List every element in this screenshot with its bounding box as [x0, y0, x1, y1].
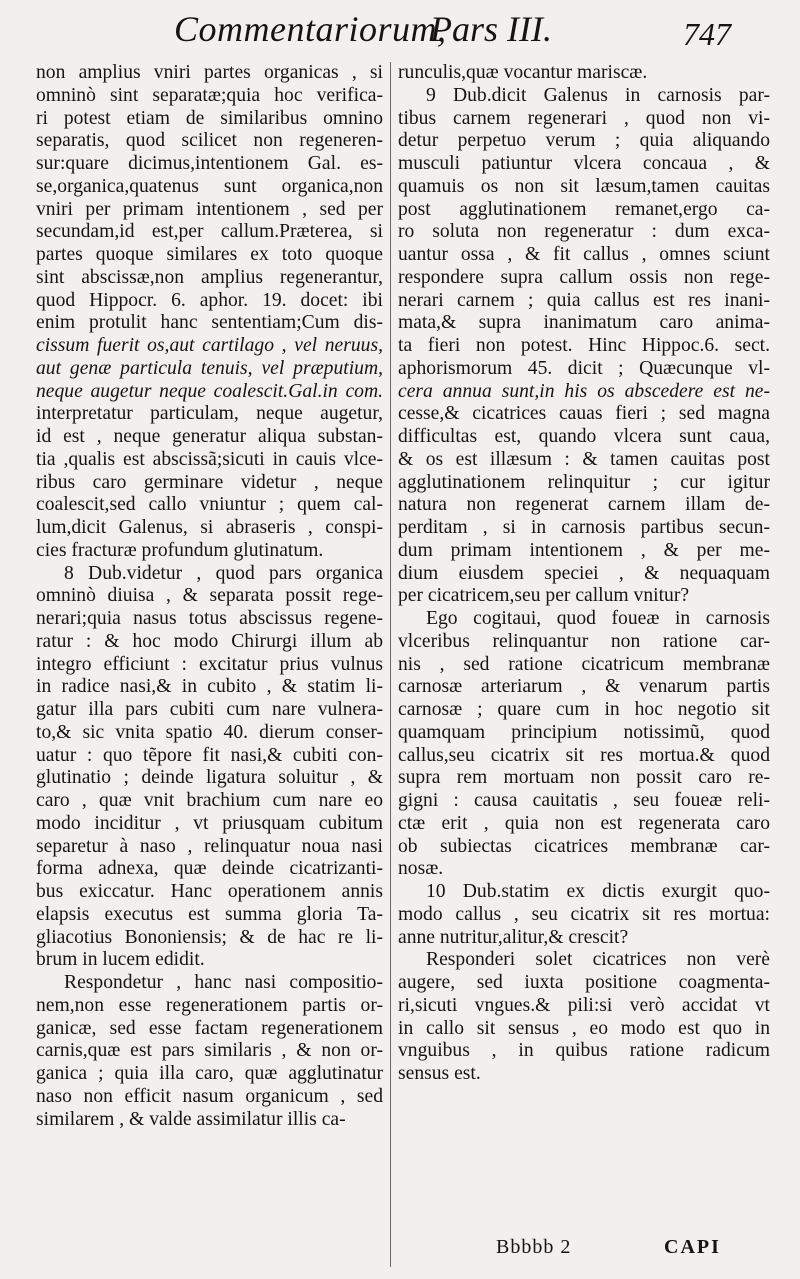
catchword: CAPI [664, 1236, 721, 1258]
text-line: uantur ossa , & fit callus , omnes sciunt [398, 244, 770, 265]
text-line: caro , quæ vnit brachium cum nare eo [36, 790, 383, 811]
text-line: Respondetur , hanc nasi compositio- [64, 972, 383, 993]
text-line: tibus carnem regenerari , quod non vi- [398, 107, 770, 129]
text-line: carnosæ ; quare cum in hoc negotio sit [398, 699, 770, 720]
text-line: musculi patiuntur vlcera concaua , & [398, 153, 770, 174]
signature-mark: Bbbbb 2 [496, 1236, 572, 1258]
text-line: perditam , si in carnosis partibus secun- [398, 517, 770, 538]
text-line: carnis,quæ est pars similaris , & non or- [36, 1040, 383, 1062]
text-line: vlceribus relinquantur non ratione car- [398, 630, 770, 652]
text-line: 8 Dub.videtur , quod pars organica [64, 562, 383, 584]
text-line: dium eiusdem speciei , & nequaquam [398, 562, 770, 584]
text-line: similarem , & valde assimilatur illis ca- [36, 1108, 346, 1130]
text-line: carnosæ arteriarum , & venarum partis [398, 676, 770, 698]
text-line: ganicæ, sed esse factam regenerationem [36, 1017, 383, 1039]
text-line: & os est illæsum : & tamen cauitas post [398, 448, 770, 470]
text-line: bus exiccatur. Hanc operationem annis [36, 881, 383, 902]
text-line: quamquam principium notissimũ, quod [398, 721, 770, 743]
text-line: per cicatricem,seu per callum vnitur? [398, 585, 690, 607]
text-line: ratur : & hoc modo Chirurgi illum ab [36, 630, 383, 652]
text-line: vnguibus , in quibus ratione radicum [398, 1040, 770, 1062]
text-line: ctæ erit , quia non est regenerata caro [398, 812, 770, 834]
text-line: partes quoque similares ex toto quoque [36, 244, 383, 265]
text-line: sensus est. [398, 1063, 481, 1084]
text-line: mata,& supra inanimatum caro anima- [398, 312, 770, 334]
text-line: lum,dicit Galenus, si abraseris , conspi- [36, 517, 383, 538]
text-line: gatur illa pars cubiti cum nare vulnera- [36, 699, 383, 720]
text-line: cesse,& cicatrices cauas fieri ; sed magna [398, 403, 770, 425]
text-line: interpretatur particulam, neque augetur, [36, 403, 383, 425]
text-line: separetur à naso , relinquatur noua nasi [36, 835, 383, 857]
text-line: separatis, quod scilicet non regeneren- [36, 130, 383, 152]
text-line: quod Hippocr. 6. aphor. 19. docet: ibi [36, 289, 383, 311]
text-line: forma adnexa, quæ deinde cicatrizanti- [36, 858, 383, 880]
text-line: supra rem mortuam non possit caro re- [398, 767, 770, 789]
page-number: 747 [683, 16, 731, 52]
text-line: runculis,quæ vocantur mariscæ. [398, 62, 648, 83]
text-line: to,& sic vnita spatio 40. dierum conser- [36, 721, 383, 743]
text-line: cissum fuerit os,aut cartilago , vel neruus, [36, 335, 383, 356]
text-line: ro soluta non regeneratur : dum exca- [398, 221, 770, 243]
text-line: ob subiectas cicatrices membranæ car- [398, 835, 770, 857]
text-line: id est , neque generatur aliqua substan- [36, 426, 383, 447]
text-line: coalescit,sed callo vniuntur ; quem cal- [36, 494, 383, 516]
text-line: agglutinationem relinquitur ; cur igitur [398, 471, 770, 493]
text-line: nem,non esse regenerationem partis or- [36, 994, 383, 1016]
text-line: quamuis os non sit læsum,tamen cauitas [398, 175, 770, 197]
text-line: gigni : causa cauitatis , seu foueæ reli- [398, 790, 770, 811]
text-line: post agglutinationem remanet,ergo ca- [398, 198, 770, 220]
text-line: in radice nasi,& in cubito , & statim li- [36, 676, 383, 698]
part-label: Pars III. [430, 9, 552, 49]
text-line: neque augetur neque coalescit.Gal.in com. [36, 380, 383, 402]
text-line: vniri per primam intentionem , sed per [36, 198, 383, 220]
text-line: naso non efficit nasum organicum , sed [36, 1085, 383, 1107]
text-line: sur:quare dicimus,intentionem Gal. es- [36, 153, 383, 174]
text-line: 9 Dub.dicit Galenus in carnosis par- [426, 84, 770, 106]
text-line: integro efficiunt : excitatur prius vulnus [36, 653, 383, 675]
text-line: Ego cogitaui, quod foueæ in carnosis [426, 608, 770, 629]
text-line: cera annua sunt,in his os abscedere est ne- [398, 380, 770, 402]
text-line: dum primam intentionem , & per me- [398, 539, 770, 561]
text-line: in callo sit sensus , eo modo est quo in [398, 1017, 770, 1039]
text-line: respondere supra callum ossis non rege- [398, 266, 770, 288]
text-line: nerari carnem ; quia callus est res inani- [398, 289, 770, 311]
text-line: detur perpetuo verum ; quia aliquando [398, 130, 770, 152]
text-line: uatur : quo tẽpore fit nasi,& cubiti con- [36, 744, 383, 766]
text-line: callus,seu cicatrix sit res mortua.& quod [398, 744, 770, 766]
text-line: Responderi solet cicatrices non verè [426, 949, 770, 971]
text-line: sint abscissæ,non amplius regenerantur, [36, 266, 383, 288]
left-text-column [36, 62, 383, 1131]
column-divider [390, 62, 391, 1267]
text-line: 10 Dub.statim ex dictis exurgit quo- [426, 881, 770, 902]
text-line: glutinatio ; deinde ligatura soluitur , & [36, 767, 383, 789]
text-line: difficultas est, quando vlcera sunt caua, [398, 426, 770, 447]
text-line: aphorismorum 45. dicit ; Quæcunque vl- [398, 357, 770, 379]
text-line: cies fracturæ profundum glutinatum. [36, 539, 324, 561]
text-line: modo inciditur , vt priusquam cubitum [36, 812, 383, 834]
right-text-column [398, 62, 770, 1086]
text-line: augere, sed iuxta positione coagmenta- [398, 972, 770, 993]
text-line: gliacotius Bononiensis; & de hac re li- [36, 926, 383, 948]
text-line: elapsis executus est summa gloria Ta- [36, 903, 383, 925]
text-line: enim protulit hanc sententiam;Cum dis- [36, 312, 383, 334]
text-line: brum in lucem edidit. [36, 949, 205, 971]
text-line: nosæ. [398, 858, 444, 880]
text-line: tia ,qualis est abscissã;sicuti in cauis vlce- [36, 448, 383, 470]
text-line: anne nutritur,alitur,& crescit? [398, 926, 629, 948]
text-line: ribus caro germinare videtur , neque [36, 471, 383, 493]
text-line: nerari;quia nasus totus abscissus regene- [36, 608, 383, 629]
text-line: nis , sed ratione cicatricum membranæ [398, 653, 770, 675]
text-line: aut genæ particula tenuis, vel præputium, [36, 357, 383, 379]
text-line: se,organica,quatenus sunt organica,non [36, 175, 383, 197]
text-line: ri,sicuti vngues.& pili:si verò accidat vt [398, 994, 770, 1016]
text-line: ta fieri non potest. Hinc Hippoc.6. sect. [398, 335, 770, 356]
text-line: modo callus , seu cicatrix sit res mortua: [398, 903, 770, 925]
running-title: Commentariorum, [174, 9, 447, 49]
text-line: omninò diuisa , & separata possit rege- [36, 585, 383, 607]
text-line: natura non regenerat carnem illam de- [398, 494, 770, 516]
text-line: non amplius vniri partes organicas , si [36, 62, 383, 83]
text-line: secundam,id est,per callum.Præterea, si [36, 221, 383, 243]
text-line: ganica ; quia illa caro, quæ agglutinatur [36, 1063, 383, 1084]
text-line: omninò sint separatæ;quia hoc verifica- [36, 84, 383, 106]
text-line: ri potest etiam de similaribus omnino [36, 107, 383, 129]
